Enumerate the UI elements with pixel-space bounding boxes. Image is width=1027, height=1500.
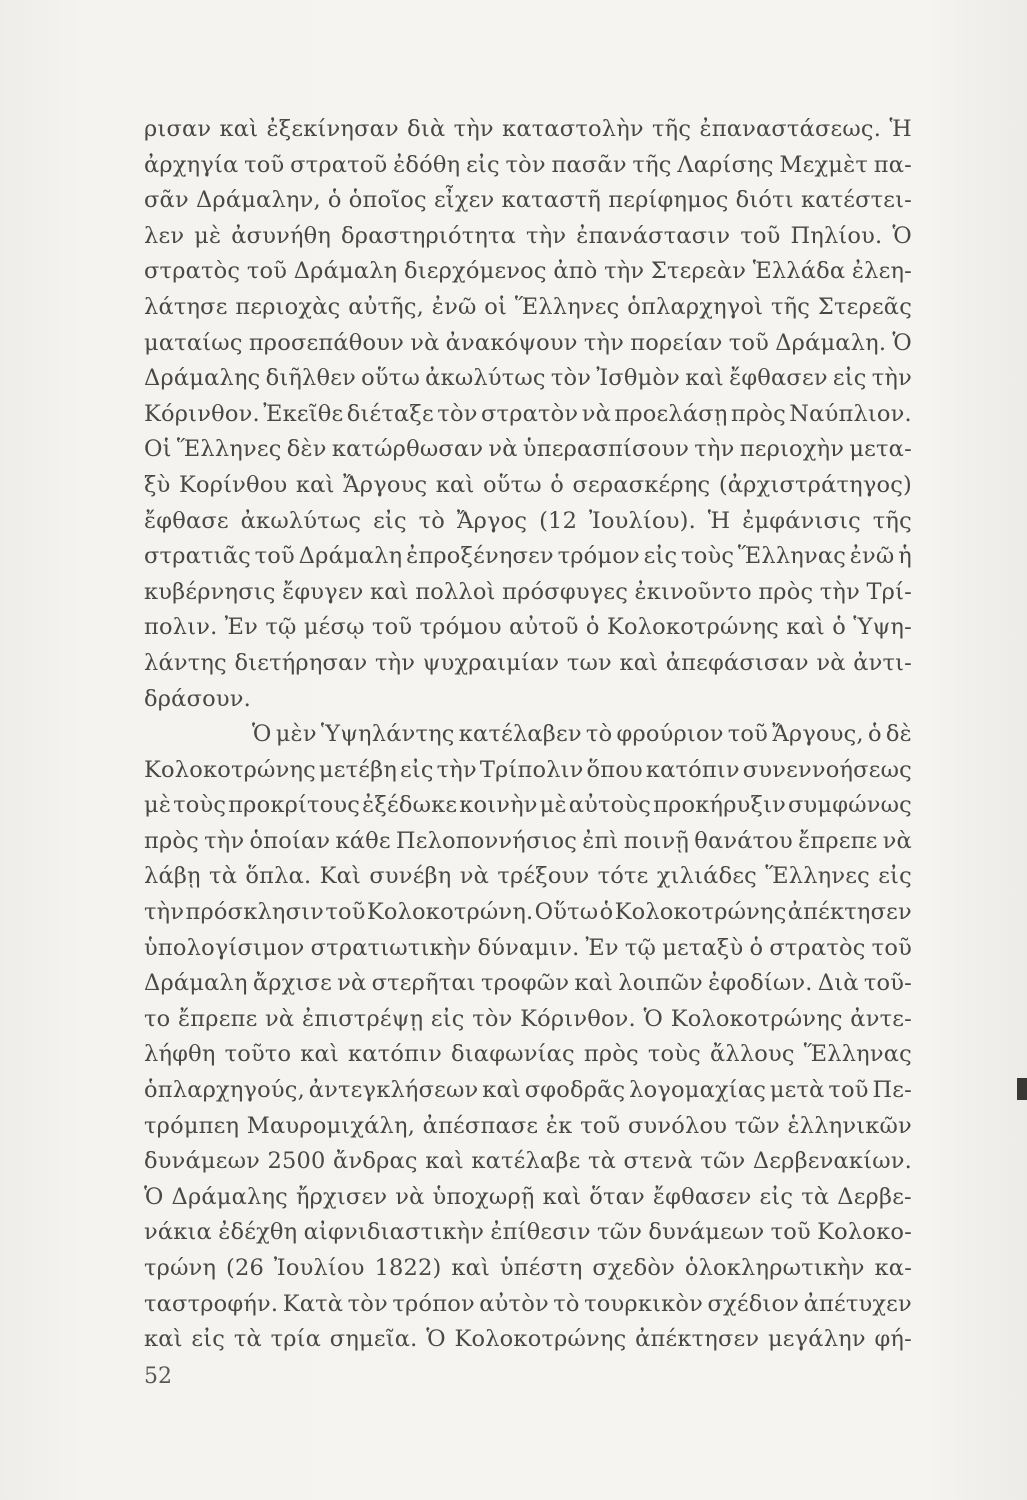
text-line: πολιν. Ἐν τῷ μέσῳ τοῦ τρόμου αὐτοῦ ὁ Κολοκοτρώνης καὶ ὁ Ὑψη- xyxy=(144,614,912,641)
text-line: ρισαν καὶ ἐξεκίνησαν διὰ τὴν καταστολὴν τῆς ἐπαναστάσεως. Ἡ xyxy=(144,116,912,142)
text-line: ἔφθασε ἀκωλύτως εἰς τὸ Ἄργος (12 Ἰουλίου). Ἡ ἐμφάνισις τῆς xyxy=(144,507,912,534)
text-line: Ὁ μὲν Ὑψηλάντης κατέλαβεν τὸ φρούριον τοῦ Ἄργους, ὁ δὲ xyxy=(252,721,912,748)
text-line: στρατιᾶς τοῦ Δράμαλη ἐπροξένησεν τρόμον εἰς τοὺς Ἕλληνας ἐνῶ ἡ xyxy=(144,543,912,570)
text-line: ὁπλαρχηγούς, ἀντεγκλήσεων καὶ σφοδρᾶς λογομαχίας μετὰ τοῦ Πε- xyxy=(144,1077,912,1104)
text-line: τὴν πρόσκλησιν τοῦ Κολοκοτρώνη. Οὕτω ὁ Κολοκοτρώνης ἀπέκτησεν xyxy=(144,899,912,926)
text-line: τρώνη (26 Ἰουλίου 1822) καὶ ὑπέστη σχεδὸν ὁλοκληρωτικὴν κα- xyxy=(144,1255,912,1281)
text-line: νάκια ἐδέχθη αἰφνιδιαστικὴν ἐπίθεσιν τῶν δυνάμεων τοῦ Κολοκο- xyxy=(144,1219,912,1246)
text-line: δυνάμεων 2500 ἄνδρας καὶ κατέλαβε τὰ στενὰ τῶν Δερβενακίων. xyxy=(144,1148,912,1175)
text-line: Κολοκοτρώνης μετέβη εἰς τὴν Τρίπολιν ὅπου κατόπιν συνεννοήσεως xyxy=(144,756,912,783)
text-line: Κόρινθον. Ἐκεῖθε διέταξε τὸν στρατὸν νὰ προελάσῃ πρὸς Ναύπλιον. xyxy=(144,400,912,427)
text-line: Δράμαλη ἄρχισε νὰ στερῆται τροφῶν καὶ λοιπῶν ἐφοδίων. Διὰ τοῦ- xyxy=(144,970,912,997)
text-line: πρὸς τὴν ὁποίαν κάθε Πελοποννήσιος ἐπὶ ποινῇ θανάτου ἔπρεπε νὰ xyxy=(144,827,912,854)
text-line: λεν μὲ ἀσυνήθη δραστηριότητα τὴν ἐπανάστασιν τοῦ Πηλίου. Ὁ xyxy=(144,222,912,249)
text-line: τρόμπεη Μαυρομιχάλη, ἀπέσπασε ἐκ τοῦ συνόλου τῶν ἑλληνικῶν xyxy=(144,1112,912,1139)
text-line: λήφθη τοῦτο καὶ κατόπιν διαφωνίας πρὸς τοὺς ἄλλους Ἕλληνας xyxy=(144,1041,912,1068)
text-line: καὶ εἰς τὰ τρία σημεῖα. Ὁ Κολοκοτρώνης ἀπέκτησεν μεγάλην φή- xyxy=(144,1326,912,1353)
page-edge-mark xyxy=(1017,1078,1027,1100)
text-line: μὲ τοὺς προκρίτους ἐξέδωκε κοινὴν μὲ αὐτοὺς προκήρυξιν συμφώνως xyxy=(144,792,912,819)
text-line: Ὁ Δράμαλης ἤρχισεν νὰ ὑποχωρῇ καὶ ὅταν ἔφθασεν εἰς τὰ Δερβε- xyxy=(144,1183,912,1210)
text-line: ταστροφήν. Κατὰ τὸν τρόπον αὐτὸν τὸ τουρκικὸν σχέδιον ἀπέτυχεν xyxy=(144,1290,912,1317)
text-line: σᾶν Δράμαλην, ὁ ὁποῖος εἶχεν καταστῆ περίφημος διότι κατέστει- xyxy=(144,187,912,214)
text-line: ξὺ Κορίνθου καὶ Ἄργους καὶ οὕτω ὁ σερασκέρης (ἀρχιστράτηγος) xyxy=(144,471,912,498)
text-line: κυβέρνησις ἔφυγεν καὶ πολλοὶ πρόσφυγες ἐκινοῦντο πρὸς τὴν Τρί- xyxy=(144,578,912,605)
body-text xyxy=(144,112,912,1358)
text-line: το ἔπρεπε νὰ ἐπιστρέψῃ εἰς τὸν Κόρινθον. Ὁ Κολοκοτρώνης ἀντε- xyxy=(144,1005,912,1032)
page-number: 52 xyxy=(144,1364,172,1389)
text-line: στρατὸς τοῦ Δράμαλη διερχόμενος ἀπὸ τὴν Στερεὰν Ἑλλάδα ἐλεη- xyxy=(144,258,912,285)
text-line: Δράμαλης διῆλθεν οὕτω ἀκωλύτως τὸν Ἰσθμὸν καὶ ἔφθασεν εἰς τὴν xyxy=(144,365,912,392)
text-line: Οἱ Ἕλληνες δὲν κατώρθωσαν νὰ ὑπερασπίσουν τὴν περιοχὴν μετα- xyxy=(144,436,912,463)
text-line: ἀρχηγία τοῦ στρατοῦ ἐδόθη εἰς τὸν πασᾶν τῆς Λαρίσης Μεχμὲτ πα- xyxy=(144,151,912,178)
text-line: λάντης διετήρησαν τὴν ψυχραιμίαν των καὶ ἀπεφάσισαν νὰ ἀντι- xyxy=(144,649,912,676)
text-line: λάτησε περιοχὰς αὐτῆς, ἐνῶ οἱ Ἕλληνες ὁπλαρχηγοὶ τῆς Στερεᾶς xyxy=(144,293,912,320)
text-line: δράσουν. xyxy=(144,685,251,712)
text-line: ματαίως προσεπάθουν νὰ ἀνακόψουν τὴν πορείαν τοῦ Δράμαλη. Ὁ xyxy=(144,329,912,356)
text-line: λάβῃ τὰ ὅπλα. Καὶ συνέβη νὰ τρέξουν τότε χιλιάδες Ἕλληνες εἰς xyxy=(144,863,912,890)
text-line: ὑπολογίσιμον στρατιωτικὴν δύναμιν. Ἐν τῷ μεταξὺ ὁ στρατὸς τοῦ xyxy=(144,934,912,961)
